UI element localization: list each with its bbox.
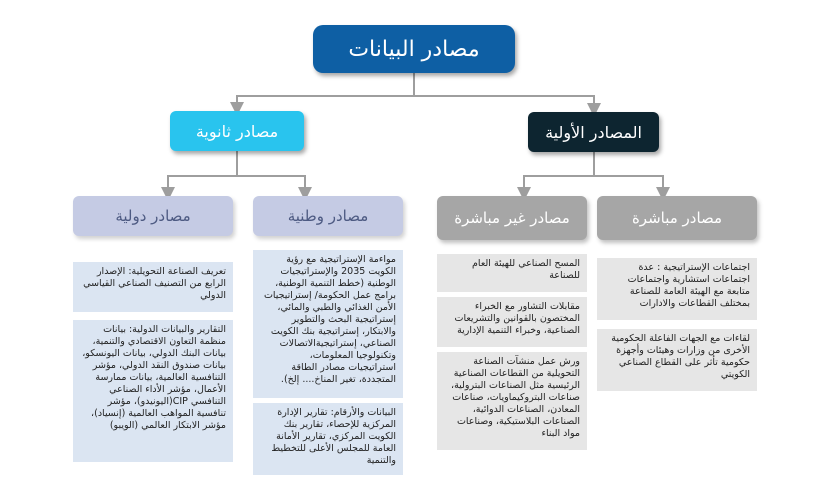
national-source-item (253, 250, 403, 398)
secondary-sources-title: مصادر ثانوية (195, 121, 279, 141)
connector-primary-direct (594, 176, 663, 194)
international-source-text: التقارير والبيانات الدولية: بيانات منظمة التعاون الاقتصادي والتنمية، بيانات البنك الدولي، بيانات اليونسكو، بيانات صندوق النقد الدولي، مؤشر التنافسية العالمية، بيانات ممارسة الأعمال، مؤشر الأداء الصناعي التنافسي CIP(اليونيدو)، مؤشر تنافسية المواهب العالمية (إنسياد)، مؤشر الابتكار العالمي (الويبو) (82, 324, 226, 431)
international-source-item (73, 262, 233, 312)
direct-source-item (597, 329, 757, 391)
connector-primary-children (524, 152, 594, 194)
indirect-source-text: المسح الصناعي للهيئة العام للصناعة (472, 258, 580, 281)
direct-source-text: اجتماعات الإستراتيجية : عدة اجتماعات استشارية واجتماعات متابعة مع الهيئة العامة للصناعة بمختلف القطاعات والادارات (627, 262, 750, 309)
indirect-source-item (437, 254, 587, 292)
indirect-sources-node (437, 196, 587, 240)
national-source-text: مواءمة الإستراتيجية مع رؤية الكويت 2035 والإستراتيجيات الوطنية (خطط التنمية الوطنية، برامج عمل الحكومة/ إستراتيجيات الأمن الغذائي والطبي والمائي، إستراتيجية البحث والتطوير والابتكار، إستراتيجية بنك الكويت الصناعي، إستراتيجيةالاتصالات وتكنولوجيا المعلومات، استراتيجيات مصادر الطاقة المتجددة، تغير المناخ.... إلخ). (263, 254, 396, 385)
indirect-source-item (437, 297, 587, 347)
secondary-sources-node (170, 111, 304, 151)
connector-secondary-children (168, 151, 237, 194)
primary-sources-node (528, 112, 659, 152)
indirect-source-item (437, 352, 587, 450)
direct-source-text: لقاءات مع الجهات الفاعلة الحكومية الأخرى من وزارات وهيئات وأجهزة حكومية تأثر على القطاع الصناعي الكويتي (611, 333, 750, 380)
national-sources-title: مصادر وطنية (287, 207, 369, 225)
international-sources-node (73, 196, 233, 236)
indirect-source-text: مقابلات التشاور مع الخبراء المختصون بالقوانين والتشريعات الصناعية، وخبراء التنمية الإدارية (454, 301, 580, 336)
root-title: مصادر البيانات (348, 36, 480, 62)
direct-sources-title: مصادر مباشرة (631, 209, 723, 227)
indirect-sources-title: مصادر غير مباشرة (454, 209, 570, 227)
international-sources-title: مصادر دولية (115, 207, 191, 225)
root-node-data-sources (313, 25, 515, 73)
national-source-item (253, 403, 403, 475)
primary-sources-title: المصادر الأولية (545, 122, 642, 142)
connector-root-secondary (237, 96, 414, 109)
national-source-text: البيانات والأرقام: تقارير الإدارة المركزية للإحصاء، تقارير بنك الكويت المركزي، تقارير الأمانة العامة للمجلس الأعلى للتخطيط والتنمية (271, 407, 396, 466)
direct-sources-node (597, 196, 757, 240)
connector-root-primary (414, 73, 594, 110)
direct-source-item (597, 258, 757, 320)
international-source-item (73, 320, 233, 462)
connector-secondary-national (237, 176, 305, 194)
national-sources-node (253, 196, 403, 236)
international-source-text: تعريف الصناعة التحويلية: الإصدار الرابع من التصنيف الصناعي القياسي الدولي (83, 266, 226, 301)
indirect-source-text: ورش عمل منشآت الصناعة التحويلية من القطاعات الصناعية الرئيسية مثل الصناعات البترولية، صناعات البتروكيماويات، صناعات المعادن، الصناعات الدوائية، الصناعات البلاستيكية، وصناعات مواد البناء (451, 356, 580, 439)
